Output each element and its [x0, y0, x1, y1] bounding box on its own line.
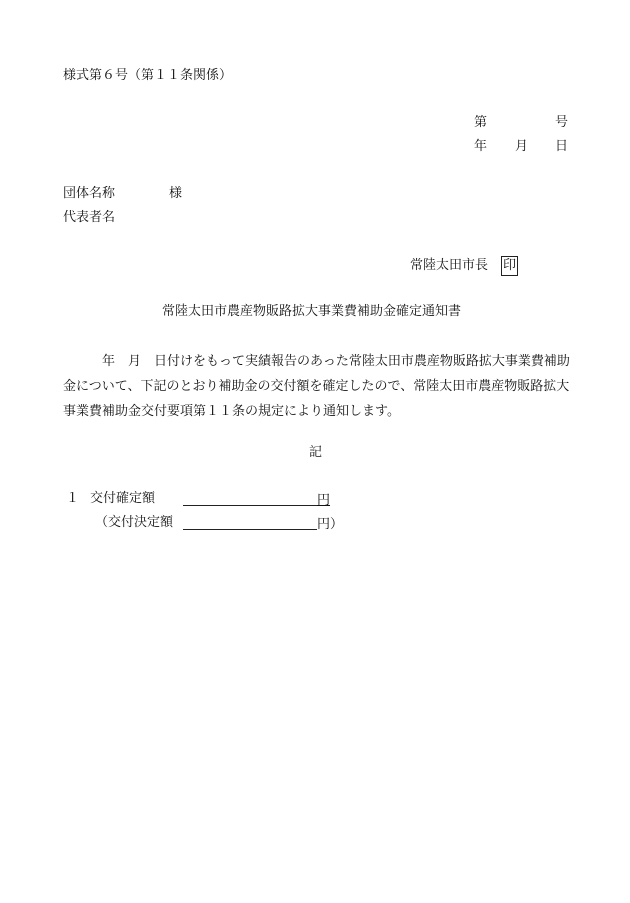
doc-number-go: 号: [555, 115, 569, 130]
date-month: 月: [515, 139, 529, 154]
fixed-amount-label: 交付確定額: [90, 491, 156, 506]
decided-yen: 円）: [317, 517, 344, 532]
fixed-amount-line: [183, 492, 317, 506]
date-day: 日: [555, 139, 569, 154]
representative-label: 代表者名: [63, 210, 116, 225]
fixed-yen: 円: [317, 493, 331, 508]
body-month: 月: [128, 354, 142, 369]
decided-amount-line: [183, 516, 317, 530]
fixed-amount-field: [183, 492, 330, 507]
doc-number-dai: 第: [474, 115, 488, 130]
sama-honorific: 様: [169, 186, 183, 201]
body-paragraph: [63, 349, 573, 424]
issuer-name: 常陸太田市長: [410, 258, 489, 273]
ki-heading: 記: [309, 445, 323, 460]
form-label: 様式第６号（第１１条関係）: [63, 68, 233, 83]
decided-amount-field: [183, 516, 343, 531]
issuer-block: [410, 256, 518, 276]
seal-mark: 印: [501, 256, 518, 276]
item-number: １: [66, 491, 80, 506]
date-year: 年: [474, 139, 488, 154]
org-name-label: 団体名称: [63, 186, 116, 201]
document-title: 常陸太田市農産物販路拡大事業費補助金確定通知書: [162, 304, 462, 319]
body-year: 年: [102, 354, 116, 369]
decided-amount-label: （交付決定額: [95, 515, 174, 530]
body-text: 日付けをもって実績報告のあった常陸太田市農産物販路拡大事業費補助金について、下記のとおり補助金の交付額を確定したので、常陸太田市農産物販路拡大事業費補助金交付要項第１１条の規定により通知します。: [63, 354, 570, 419]
